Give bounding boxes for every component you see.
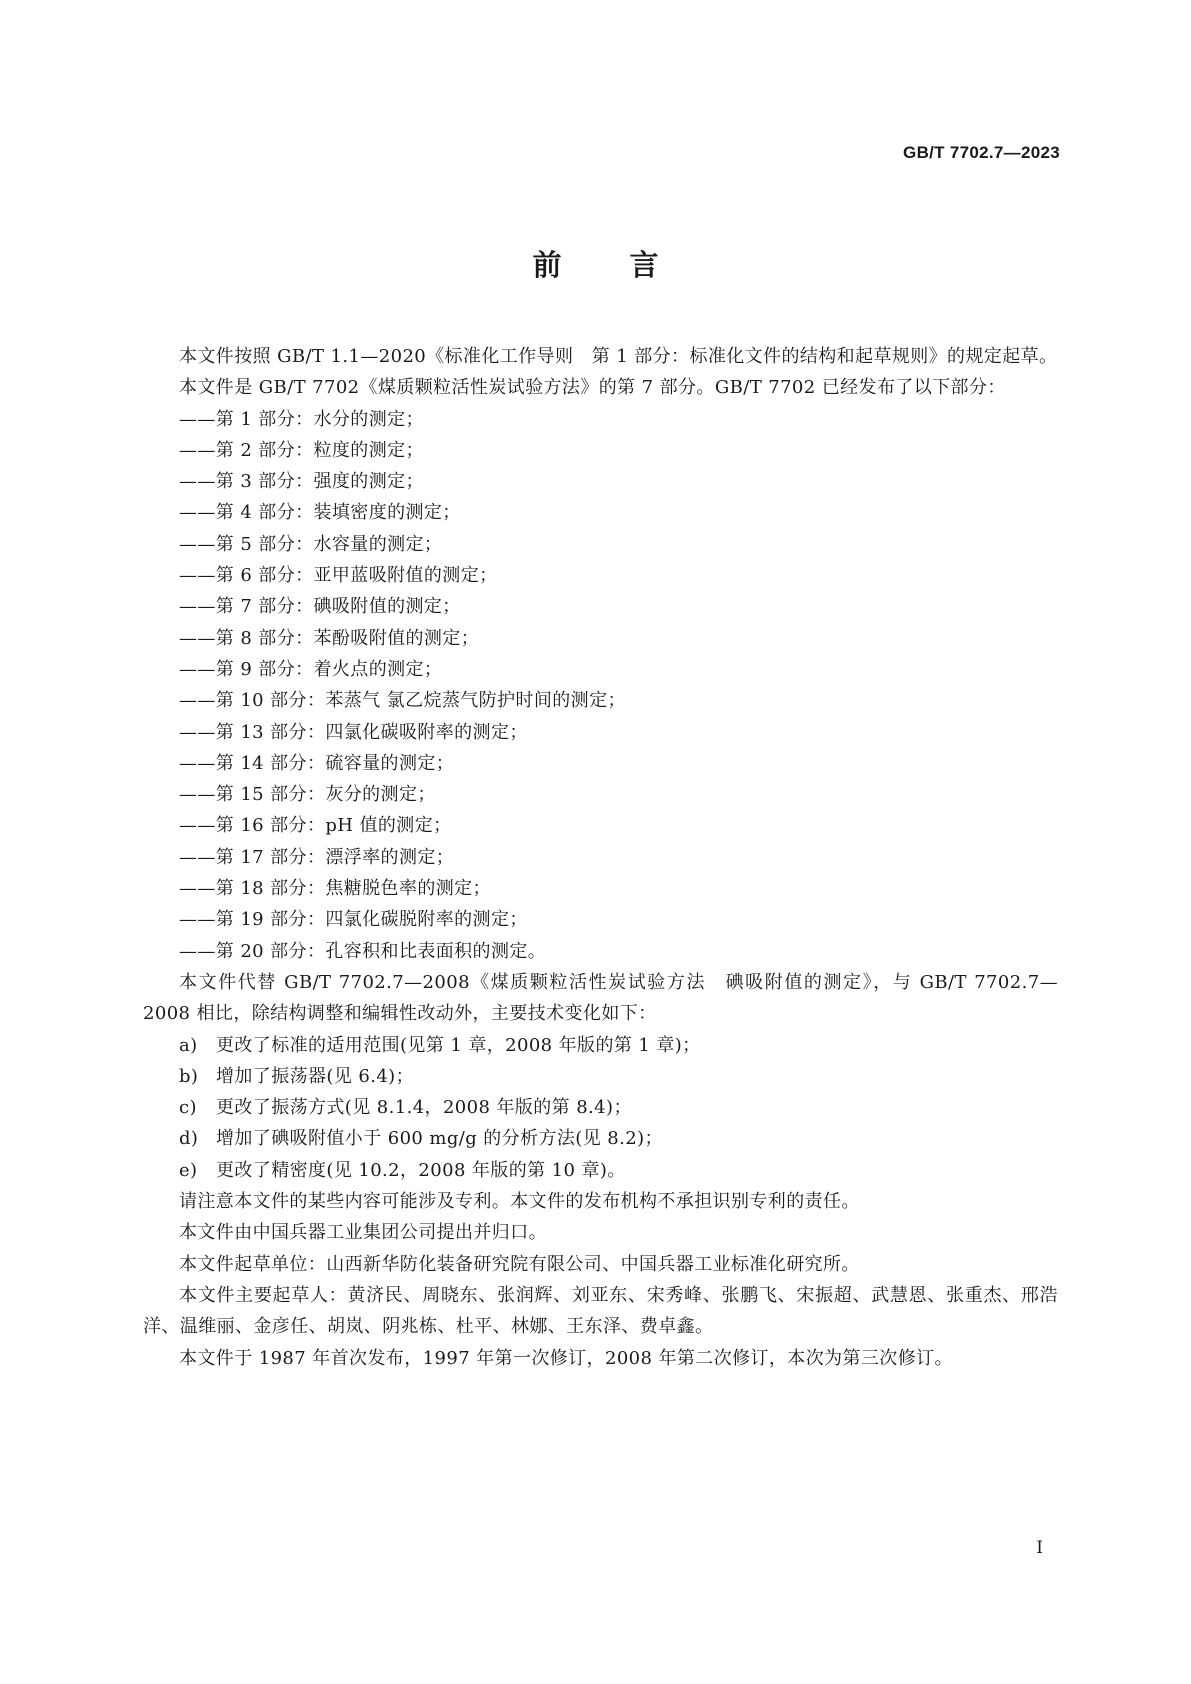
part-list-item: ——第 4 部分：装填密度的测定； — [179, 502, 461, 524]
intro-paragraph: 本文件是 GB/T 7702《煤质颗粒活性炭试验方法》的第 7 部分。GB/T 7702 已经发布了以下部分： — [179, 377, 1006, 399]
drafting-units: 本文件起草单位：山西新华防化装备研究院有限公司、中国兵器工业标准化研究所。 — [179, 1253, 860, 1275]
change-text: 增加了碘吸附值小于 600 mg/g 的分析方法(见 8.2)； — [216, 1128, 663, 1150]
intro-paragraph: 本文件按照 GB/T 1.1—2020《标准化工作导则 第 1 部分：标准化文件的结构和起草规则》的规定起草。 — [179, 346, 1058, 367]
change-text: 更改了精密度(见 10.2，2008 年版的第 10 章)。 — [216, 1159, 626, 1181]
part-list-item: ——第 13 部分：四氯化碳吸附率的测定； — [179, 721, 528, 743]
change-text: 更改了振荡方式(见 8.1.4，2008 年版的第 8.4)； — [216, 1097, 632, 1119]
change-item — [143, 1061, 1058, 1092]
part-list-item: ——第 1 部分：水分的测定； — [179, 408, 424, 430]
part-list-item: ——第 7 部分：碘吸附值的测定； — [179, 596, 461, 618]
replace-paragraph: 本文件代替 GB/T 7702.7—2008《煤质颗粒活性炭试验方法 碘吸附值的测定》，与 GB/T 7702.7—2008 相比，除结构调整和编辑性改动外，主要技术变化如下： — [143, 971, 1058, 1025]
part-list-item: ——第 10 部分：苯蒸气 氯乙烷蒸气防护时间的测定； — [179, 690, 626, 712]
part-list-item: ——第 20 部分：孔容积和比表面积的测定。 — [179, 940, 547, 962]
change-text: 增加了振荡器(见 6.4)； — [216, 1065, 414, 1087]
change-item — [143, 1092, 1058, 1123]
part-list-item: ——第 5 部分：水容量的测定； — [179, 533, 443, 555]
part-list-item: ——第 9 部分：着火点的测定； — [179, 658, 443, 680]
change-marker: e) — [179, 1159, 198, 1181]
part-list-item: ——第 6 部分：亚甲蓝吸附值的测定； — [179, 565, 498, 587]
standard-code: GB/T 7702.7—2023 — [903, 143, 1060, 162]
part-list-item: ——第 17 部分：漂浮率的测定； — [179, 846, 455, 868]
part-list-item: ——第 18 部分：焦糖脱色率的测定； — [179, 878, 491, 900]
part-list-item: ——第 2 部分：粒度的测定； — [179, 439, 424, 461]
proposer-paragraph: 本文件由中国兵器工业集团公司提出并归口。 — [179, 1222, 547, 1244]
part-list-item: ——第 15 部分：灰分的测定； — [179, 784, 436, 806]
part-list-item: ——第 16 部分：pH 值的测定； — [179, 815, 452, 837]
part-list-item: ——第 3 部分：强度的测定； — [179, 471, 424, 493]
change-marker: c) — [179, 1097, 197, 1119]
page-number: I — [1036, 1538, 1043, 1558]
patent-notice: 请注意本文件的某些内容可能涉及专利。本文件的发布机构不承担识别专利的责任。 — [179, 1191, 860, 1213]
foreword-body — [143, 341, 1058, 1374]
revision-history: 本文件于 1987 年首次发布，1997 年第一次修订，2008 年第二次修订，本次为第三次修订。 — [179, 1347, 953, 1369]
change-item — [143, 1030, 1058, 1061]
drafters: 本文件主要起草人：黄济民、周晓东、张润辉、刘亚东、宋秀峰、张鹏飞、宋振超、武慧恩、张重杰、邢浩洋、温维丽、金彦任、胡岚、阴兆栋、杜平、林娜、王东泽、费卓鑫。 — [143, 1284, 1058, 1338]
change-marker: a) — [179, 1034, 198, 1056]
change-text: 更改了标准的适用范围(见第 1 章，2008 年版的第 1 章)； — [216, 1034, 701, 1056]
part-list-item: ——第 8 部分：苯酚吸附值的测定； — [179, 627, 480, 649]
change-marker: b) — [179, 1065, 199, 1087]
page-title: 前言 — [532, 248, 727, 282]
part-list-item: ——第 19 部分：四氯化碳脱附率的测定； — [179, 909, 528, 931]
change-item — [143, 1123, 1058, 1154]
change-item — [143, 1155, 1058, 1186]
part-list-item: ——第 14 部分：硫容量的测定； — [179, 752, 455, 774]
change-marker: d) — [179, 1128, 199, 1150]
